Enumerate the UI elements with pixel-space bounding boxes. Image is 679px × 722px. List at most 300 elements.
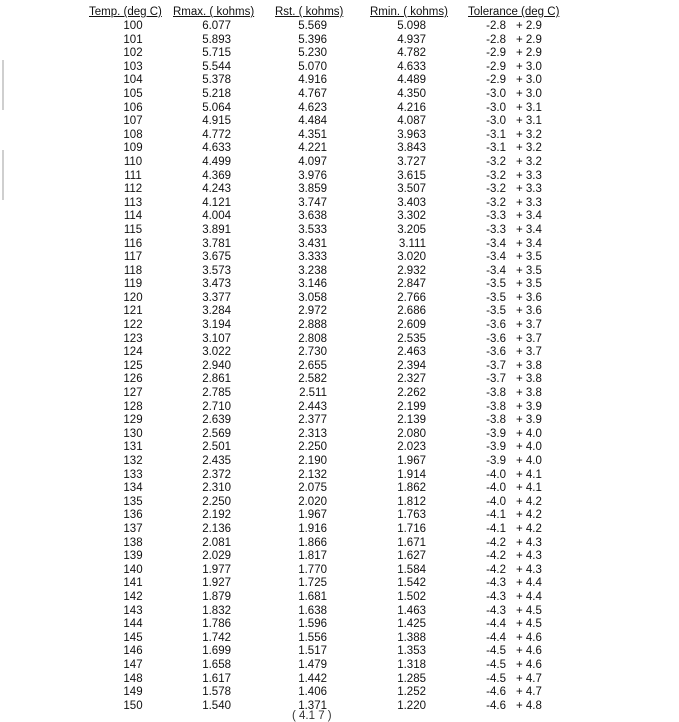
- table-cell: -3.6: [486, 346, 506, 359]
- table-cell: 106: [123, 101, 143, 114]
- table-cell: 2.511: [299, 387, 327, 400]
- table-cell: + 4.6: [516, 631, 542, 644]
- table-cell: 148: [123, 672, 143, 685]
- table-cell: 113: [123, 196, 143, 209]
- table-cell: 4.351: [298, 128, 327, 141]
- table-cell: -3.2: [486, 196, 506, 209]
- table-cell: 1.627: [397, 550, 426, 563]
- table-cell: 120: [123, 291, 143, 304]
- table-cell: 3.205: [397, 223, 426, 236]
- table-cell: 2.535: [397, 332, 426, 345]
- table-cell: 107: [123, 115, 143, 128]
- table-cell: 3.675: [202, 251, 231, 264]
- table-cell: 150: [123, 699, 143, 712]
- table-cell: 3.859: [298, 183, 327, 196]
- header-rmax: Rmax. ( kohms): [173, 6, 255, 18]
- table-cell: + 4.0: [516, 441, 542, 454]
- table-cell: 1.763: [397, 509, 426, 522]
- table-cell: + 4.3: [516, 536, 542, 549]
- table-cell: 4.369: [202, 169, 231, 182]
- table-cell: 2.250: [298, 441, 327, 454]
- table-cell: -4.3: [486, 577, 506, 590]
- table-cell: -3.4: [486, 251, 506, 264]
- table-cell: -2.9: [486, 47, 506, 60]
- table-cell: 3.022: [202, 346, 231, 359]
- table-cell: 4.121: [202, 196, 231, 209]
- table-cell: + 4.2: [516, 509, 542, 522]
- table-cell: 2.808: [298, 332, 327, 345]
- table-cell: 3.843: [397, 142, 426, 155]
- table-cell: -4.4: [486, 631, 506, 644]
- table-cell: 1.977: [202, 563, 231, 576]
- table-cell: 4.633: [202, 142, 231, 155]
- column-temp: [120, 20, 146, 713]
- table-cell: 149: [123, 686, 143, 699]
- table-cell: 109: [123, 142, 143, 155]
- table-cell: 1.658: [202, 658, 231, 671]
- table-cell: -4.3: [486, 604, 506, 617]
- table-cell: 1.927: [202, 577, 231, 590]
- table-cell: 1.584: [397, 563, 426, 576]
- table-cell: + 3.2: [516, 128, 542, 141]
- table-cell: 1.716: [397, 522, 426, 535]
- table-cell: 4.216: [397, 101, 426, 114]
- table-cell: -3.0: [486, 101, 506, 114]
- table-cell: 2.377: [298, 414, 327, 427]
- table-cell: 1.967: [298, 509, 327, 522]
- table-cell: -3.5: [486, 291, 506, 304]
- table-cell: 3.638: [298, 210, 327, 223]
- table-cell: 1.967: [397, 455, 426, 467]
- table-cell: 2.081: [202, 536, 231, 549]
- table-cell: + 4.3: [516, 563, 542, 576]
- table-cell: -4.0: [486, 495, 506, 508]
- table-cell: 1.353: [397, 645, 426, 658]
- table-cell: 118: [123, 264, 143, 277]
- table-cell: 2.075: [298, 482, 327, 495]
- table-cell: 136: [123, 509, 143, 522]
- table-cell: 1.879: [202, 590, 231, 603]
- table-cell: 1.671: [397, 536, 426, 549]
- table-cell: 3.533: [298, 223, 327, 236]
- table-cell: 129: [123, 414, 143, 427]
- table-cell: 3.238: [298, 264, 327, 277]
- table-cell: + 3.4: [516, 237, 542, 250]
- table-cell: -4.2: [486, 536, 506, 549]
- table-cell: 3.976: [298, 169, 327, 182]
- table-cell: 3.058: [298, 291, 327, 304]
- table-cell: -3.1: [486, 128, 506, 141]
- table-cell: 3.107: [202, 332, 231, 345]
- table-cell: + 4.2: [516, 495, 542, 508]
- table-cell: 141: [123, 577, 143, 590]
- table-cell: 1.318: [397, 658, 426, 671]
- table-cell: + 4.4: [516, 590, 542, 603]
- table-cell: + 3.3: [516, 183, 542, 196]
- table-cell: 2.582: [298, 373, 327, 386]
- table-cell: + 2.9: [516, 47, 542, 60]
- table-cell: 121: [123, 305, 143, 318]
- table-cell: 2.463: [397, 346, 426, 359]
- table-cell: 5.893: [202, 33, 231, 46]
- table-cell: 5.218: [202, 87, 231, 100]
- table-cell: 111: [124, 169, 142, 182]
- table-cell: 6.077: [202, 20, 231, 32]
- table-cell: 3.020: [397, 251, 426, 264]
- table-cell: 130: [123, 427, 143, 440]
- table-cell: -3.3: [486, 223, 506, 236]
- table-cell: 5.378: [202, 74, 231, 87]
- table-cell: + 2.9: [516, 20, 542, 32]
- table-cell: 119: [123, 278, 143, 291]
- table-cell: + 4.5: [516, 604, 542, 617]
- table-cell: 1.786: [202, 618, 231, 631]
- table-cell: + 3.3: [516, 196, 542, 209]
- table-cell: 135: [123, 495, 143, 508]
- table-cell: 122: [123, 319, 143, 332]
- table-cell: + 4.0: [516, 455, 542, 467]
- table-cell: 115: [123, 223, 143, 236]
- table-cell: + 3.5: [516, 278, 542, 291]
- table-cell: 116: [123, 237, 143, 250]
- table-cell: -4.2: [486, 550, 506, 563]
- table-cell: 2.686: [397, 305, 426, 318]
- table-cell: 105: [123, 87, 143, 100]
- table-cell: 2.569: [202, 427, 231, 440]
- table-cell: 102: [123, 47, 143, 60]
- table-cell: 2.435: [202, 455, 231, 467]
- table-cell: 1.442: [298, 672, 327, 685]
- table-cell: 5.230: [298, 47, 327, 60]
- table-cell: -3.7: [486, 373, 506, 386]
- table-cell: 114: [123, 210, 143, 223]
- table-cell: 2.861: [202, 373, 231, 386]
- table-cell: 2.313: [298, 427, 327, 440]
- table-cell: 3.615: [397, 169, 426, 182]
- table-cell: -3.2: [486, 183, 506, 196]
- table-cell: 2.940: [202, 359, 231, 372]
- table-cell: 2.932: [397, 264, 426, 277]
- table-cell: 2.501: [202, 441, 231, 454]
- table-cell: 4.004: [202, 210, 231, 223]
- table-cell: 3.963: [397, 128, 426, 141]
- table-cell: 4.623: [298, 101, 327, 114]
- table-cell: -4.1: [486, 509, 506, 522]
- table-cell: + 3.0: [516, 60, 542, 73]
- table-cell: 137: [123, 522, 143, 535]
- table-cell: 139: [123, 550, 143, 563]
- table-cell: -3.7: [486, 359, 506, 372]
- scan-edge-mark: [2, 150, 4, 200]
- table-cell: 1.817: [298, 550, 327, 563]
- table-cell: + 2.9: [516, 33, 542, 46]
- table-cell: 2.372: [202, 468, 231, 481]
- table-cell: + 3.3: [516, 169, 542, 182]
- table-cell: 2.972: [298, 305, 327, 318]
- table-cell: -4.6: [486, 699, 506, 712]
- table-cell: 108: [123, 128, 143, 141]
- table-cell: + 3.5: [516, 251, 542, 264]
- table-cell: 2.785: [202, 387, 231, 400]
- table-cell: 1.617: [202, 672, 231, 685]
- table-cell: -3.9: [486, 427, 506, 440]
- table-cell: 5.064: [202, 101, 231, 114]
- table-cell: + 3.0: [516, 74, 542, 87]
- table-cell: -3.1: [486, 142, 506, 155]
- table-cell: 1.517: [298, 645, 327, 658]
- table-cell: + 3.1: [516, 115, 542, 128]
- table-cell: -4.1: [486, 522, 506, 535]
- table-cell: 4.633: [397, 60, 426, 73]
- table-cell: 2.139: [397, 414, 426, 427]
- table-cell: 1.502: [397, 590, 426, 603]
- table-cell: 123: [123, 332, 143, 345]
- table-cell: + 4.6: [516, 645, 542, 658]
- table-cell: 2.023: [397, 441, 426, 454]
- table-cell: + 4.7: [516, 672, 542, 685]
- table-cell: 4.499: [202, 155, 231, 168]
- table-cell: + 3.4: [516, 210, 542, 223]
- table-cell: + 4.1: [516, 468, 542, 481]
- table-cell: -3.2: [486, 155, 506, 168]
- table-cell: 3.284: [202, 305, 231, 318]
- header-temp: Temp. (deg C): [89, 6, 162, 18]
- table-cell: -4.2: [486, 563, 506, 576]
- table-cell: + 4.5: [516, 618, 542, 631]
- table-cell: 4.484: [298, 115, 327, 128]
- table-cell: 4.782: [397, 47, 426, 60]
- table-cell: 140: [123, 563, 143, 576]
- table-cell: -2.8: [486, 33, 506, 46]
- table-cell: + 3.8: [516, 387, 542, 400]
- table-cell: 2.766: [397, 291, 426, 304]
- table-cell: -3.3: [486, 210, 506, 223]
- table-cell: 1.914: [397, 468, 426, 481]
- table-cell: -3.9: [486, 455, 506, 467]
- table-cell: 1.463: [397, 604, 426, 617]
- table-cell: 3.473: [202, 278, 231, 291]
- table-cell: 2.888: [298, 319, 327, 332]
- table-cell: 1.425: [397, 618, 426, 631]
- table-cell: 2.327: [397, 373, 426, 386]
- table-cell: 100: [123, 20, 143, 32]
- table-cell: 1.479: [298, 658, 327, 671]
- table-cell: + 4.2: [516, 522, 542, 535]
- table-cell: + 3.8: [516, 373, 542, 386]
- table-cell: 131: [123, 441, 143, 454]
- table-cell: -2.9: [486, 60, 506, 73]
- table-cell: 133: [123, 468, 143, 481]
- table-cell: -4.5: [486, 645, 506, 658]
- table-cell: 1.388: [397, 631, 426, 644]
- table-cell: 4.243: [202, 183, 231, 196]
- table-cell: -4.0: [486, 468, 506, 481]
- table-cell: 1.866: [298, 536, 327, 549]
- table-cell: 5.070: [298, 60, 327, 73]
- table-cell: 3.302: [397, 210, 426, 223]
- table-cell: 1.725: [298, 577, 327, 590]
- table-cell: + 4.6: [516, 658, 542, 671]
- table-cell: + 3.7: [516, 346, 542, 359]
- table-cell: 2.730: [298, 346, 327, 359]
- table-cell: + 4.0: [516, 427, 542, 440]
- table-cell: 147: [123, 658, 143, 671]
- table-cell: 1.578: [202, 686, 231, 699]
- table-cell: 1.681: [298, 590, 327, 603]
- table-cell: + 3.4: [516, 223, 542, 236]
- table-cell: 110: [123, 155, 143, 168]
- table-cell: 132: [123, 455, 143, 467]
- table-cell: 5.569: [298, 20, 327, 32]
- table-cell: 125: [123, 359, 143, 372]
- table-cell: + 3.7: [516, 319, 542, 332]
- table-cell: + 3.9: [516, 400, 542, 413]
- table-cell: -3.9: [486, 441, 506, 454]
- table-cell: 1.832: [202, 604, 231, 617]
- table-cell: + 3.5: [516, 264, 542, 277]
- table-cell: -4.6: [486, 686, 506, 699]
- table-cell: 143: [123, 604, 143, 617]
- header-rmin: Rmin. ( kohms): [370, 6, 448, 18]
- table-cell: 4.937: [397, 33, 426, 46]
- table-cell: 1.556: [298, 631, 327, 644]
- table-cell: 124: [123, 346, 143, 359]
- table-cell: -3.4: [486, 237, 506, 250]
- column-rmin: [394, 20, 426, 713]
- table-cell: 2.710: [202, 400, 231, 413]
- table-cell: 2.310: [202, 482, 231, 495]
- table-cell: 2.132: [298, 468, 327, 481]
- table-cell: -3.8: [486, 400, 506, 413]
- table-cell: + 3.0: [516, 87, 542, 100]
- table-cell: 2.262: [397, 387, 426, 400]
- table-cell: 1.742: [202, 631, 231, 644]
- cutoff-text: ( 4.1 7 ): [292, 710, 332, 722]
- table-cell: 4.087: [397, 115, 426, 128]
- table-cell: 2.609: [397, 319, 426, 332]
- table-cell: + 3.2: [516, 142, 542, 155]
- table-cell: 103: [123, 60, 143, 73]
- table-cell: 4.489: [397, 74, 426, 87]
- table-cell: 4.350: [397, 87, 426, 100]
- table-cell: 1.540: [202, 699, 231, 712]
- table-cell: 3.146: [298, 278, 327, 291]
- table-cell: -3.8: [486, 414, 506, 427]
- table-cell: 2.655: [298, 359, 327, 372]
- table-cell: 1.285: [397, 672, 426, 685]
- table-cell: 1.862: [397, 482, 426, 495]
- table-cell: 138: [123, 536, 143, 549]
- table-cell: 127: [123, 387, 143, 400]
- table-cell: 5.396: [298, 33, 327, 46]
- table-cell: + 4.1: [516, 482, 542, 495]
- table-cell: -3.0: [486, 87, 506, 100]
- table-cell: -2.9: [486, 74, 506, 87]
- table-cell: 142: [123, 590, 143, 603]
- table-cell: 2.443: [298, 400, 327, 413]
- header-tolerance: Tolerance (deg C): [468, 6, 560, 18]
- table-cell: 2.190: [298, 455, 327, 467]
- table-cell: + 3.6: [516, 305, 542, 318]
- table-cell: + 3.9: [516, 414, 542, 427]
- column-rst: [295, 20, 327, 713]
- table-cell: -3.5: [486, 305, 506, 318]
- table-cell: + 3.6: [516, 291, 542, 304]
- table-cell: 4.916: [298, 74, 327, 87]
- table-cell: 2.199: [397, 400, 426, 413]
- table-cell: + 3.1: [516, 101, 542, 114]
- table-cell: 1.770: [298, 563, 327, 576]
- table-cell: 128: [123, 400, 143, 413]
- table-cell: + 4.7: [516, 686, 542, 699]
- table-cell: 1.406: [298, 686, 327, 699]
- column-tolerance-minus: [480, 20, 506, 713]
- table-cell: 134: [123, 482, 143, 495]
- table-cell: -3.6: [486, 319, 506, 332]
- table-cell: + 4.4: [516, 577, 542, 590]
- table-cell: + 3.8: [516, 359, 542, 372]
- table-cell: 1.699: [202, 645, 231, 658]
- table-cell: + 4.3: [516, 550, 542, 563]
- table-cell: 3.403: [397, 196, 426, 209]
- table-cell: 3.111: [398, 237, 426, 250]
- table-cell: -4.5: [486, 672, 506, 685]
- table-cell: 145: [123, 631, 143, 644]
- table-cell: 112: [123, 183, 143, 196]
- table-cell: + 3.2: [516, 155, 542, 168]
- table-cell: -3.4: [486, 264, 506, 277]
- table-cell: 1.252: [397, 686, 426, 699]
- table-cell: 5.544: [202, 60, 231, 73]
- table-cell: -3.5: [486, 278, 506, 291]
- table-cell: 2.080: [397, 427, 426, 440]
- table-cell: 1.542: [397, 577, 426, 590]
- table-cell: 3.333: [298, 251, 327, 264]
- table-cell: 3.194: [202, 319, 231, 332]
- table-cell: 1.596: [298, 618, 327, 631]
- table-cell: 1.638: [298, 604, 327, 617]
- table-cell: -3.6: [486, 332, 506, 345]
- table-cell: -3.8: [486, 387, 506, 400]
- table-cell: 2.847: [397, 278, 426, 291]
- table-cell: 2.639: [202, 414, 231, 427]
- table-cell: 2.136: [202, 522, 231, 535]
- table-cell: 1.812: [397, 495, 426, 508]
- table-cell: -3.0: [486, 115, 506, 128]
- table-cell: 144: [123, 618, 143, 631]
- table-cell: + 3.7: [516, 332, 542, 345]
- table-cell: 126: [123, 373, 143, 386]
- table-cell: 3.507: [397, 183, 426, 196]
- table-cell: 3.891: [202, 223, 231, 236]
- table-cell: 101: [123, 33, 143, 46]
- table-cell: -4.4: [486, 618, 506, 631]
- table-cell: 4.767: [298, 87, 327, 100]
- column-tolerance-plus: [516, 20, 548, 713]
- table-cell: 4.221: [298, 142, 327, 155]
- table-cell: 4.915: [202, 115, 231, 128]
- table-cell: 5.715: [202, 47, 231, 60]
- table-cell: -4.0: [486, 482, 506, 495]
- table-cell: 1.220: [397, 699, 426, 712]
- table-cell: 3.377: [202, 291, 231, 304]
- table-cell: 146: [123, 645, 143, 658]
- table-cell: 1.916: [298, 522, 327, 535]
- table-cell: 3.431: [298, 237, 327, 250]
- table-cell: -4.3: [486, 590, 506, 603]
- table-cell: 117: [123, 251, 143, 264]
- table-cell: 1.371: [298, 699, 327, 712]
